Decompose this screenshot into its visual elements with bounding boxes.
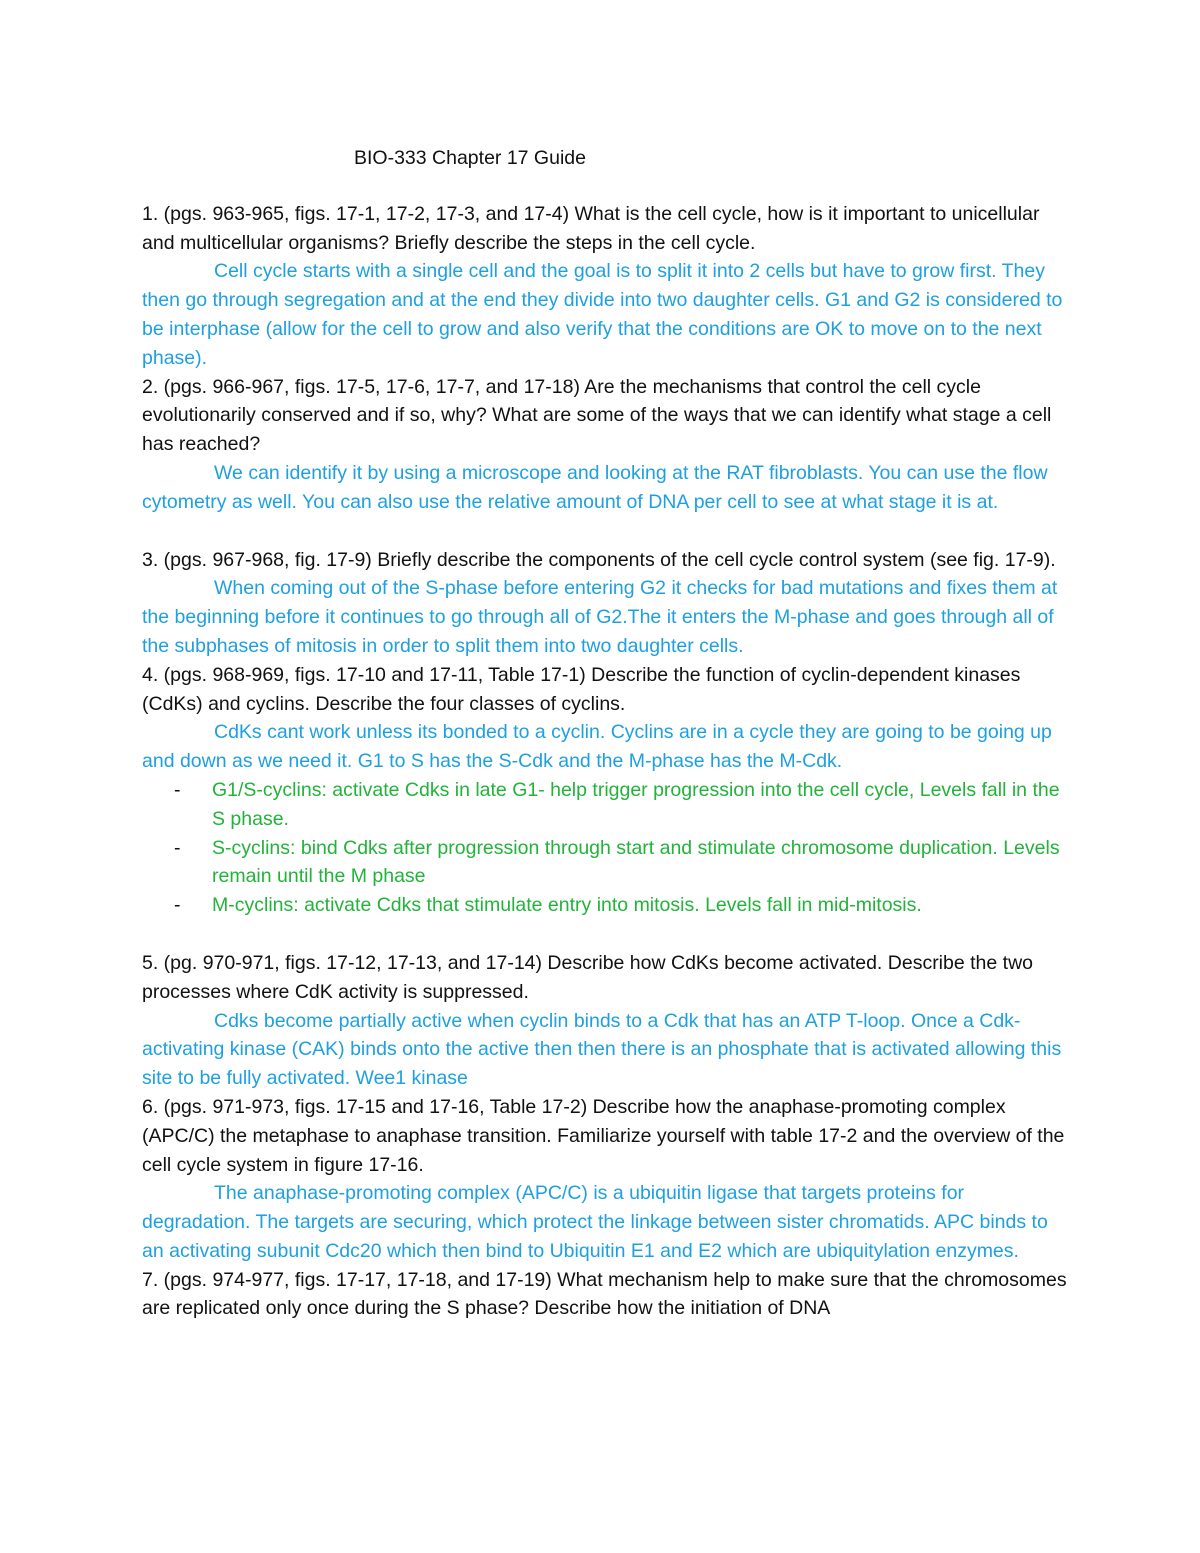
spacer [142, 517, 1072, 546]
question-1: 1. (pgs. 963-965, figs. 17-1, 17-2, 17-3, and 17-4) What is the cell cycle, how is it important to unicellular and multicellular organisms? Briefly describe the steps in the cell cycle. [142, 202, 1040, 254]
document-body [142, 144, 1072, 1323]
question-5: 5. (pg. 970-971, figs. 17-12, 17-13, and 17-14) Describe how CdKs become activated. Describe the two processes where CdK activity is suppressed. [142, 951, 1033, 1003]
answer-5-text: Cdks become partially active when cyclin binds to a Cdk that has an ATP T-loop. Once a Cdk-activating kinase (CAK) binds onto the active then then there is an phosphate that is activated allowing this site to be fully activated. Wee1 kinase [142, 1009, 1062, 1090]
answer-3 [142, 574, 1072, 660]
question-6: 6. (pgs. 971-973, figs. 17-15 and 17-16, Table 17-2) Describe how the anaphase-promoting complex (APC/C) the metaphase to anaphase transition. Familiarize yourself with table 17-2 and the overview of the cell cycle system in figure 17-16. [142, 1095, 1065, 1176]
list-item-text: S-cyclins: bind Cdks after progression through start and stimulate chromosome duplication. Levels remain until the M phase [212, 836, 1060, 888]
answer-4-text: CdKs cant work unless its bonded to a cyclin. Cyclins are in a cycle they are going to be going up and down as we need it. G1 to S has the S-Cdk and the M-phase has the M-Cdk. [142, 721, 1052, 773]
answer-2-text: We can identify it by using a microscope and looking at the RAT fibroblasts. You can use the flow cytometry as well. You can also use the relative amount of DNA per cell to see at what stage it is at. [142, 461, 1048, 513]
answer-3-text: When coming out of the S-phase before entering G2 it checks for bad mutations and fixes them at the beginning before it continues to go through all of G2.The it enters the M-phase and goes through all of the subphases of mitosis in order to split them into two daughter cells. [142, 577, 1058, 657]
cyclin-list [142, 776, 1072, 920]
bullet-dash: - [174, 778, 181, 801]
list-item-text: G1/S-cyclins: activate Cdks in late G1- help trigger progression into the cell cycle, Levels fall in the S phase. [212, 778, 1060, 830]
list-item [142, 776, 1072, 834]
list-item [142, 834, 1072, 892]
question-3: 3. (pgs. 967-968, fig. 17-9) Briefly describe the components of the cell cycle control system (see fig. 17-9). [142, 548, 1056, 571]
spacer [142, 920, 1072, 949]
bullet-dash: - [174, 836, 181, 859]
list-item-text: M-cyclins: activate Cdks that stimulate entry into mitosis. Levels fall in mid-mitosis. [212, 894, 922, 917]
question-7: 7. (pgs. 974-977, figs. 17-17, 17-18, and 17-19) What mechanism help to make sure that the chromosomes are replicated only once during the S phase? Describe how the initiation of DNA [142, 1268, 1067, 1320]
document-title: BIO-333 Chapter 17 Guide [354, 147, 586, 169]
answer-5 [142, 1007, 1072, 1093]
list-item [142, 891, 1072, 920]
answer-6 [142, 1179, 1072, 1265]
answer-1 [142, 257, 1072, 372]
answer-4 [142, 718, 1072, 776]
question-2: 2. (pgs. 966-967, figs. 17-5, 17-6, 17-7, and 17-18) Are the mechanisms that control the cell cycle evolutionarily conserved and if so, why? What are some of the ways that we can identify what stage a cell has reached? [142, 375, 1052, 456]
answer-6-text: The anaphase-promoting complex (APC/C) is a ubiquitin ligase that targets proteins for degradation. The targets are securing, which protect the linkage between sister chromatids. APC binds to an activating subunit Cdc20 which then bind to Ubiquitin E1 and E2 which are ubiquitylation enzymes. [142, 1182, 1048, 1262]
bullet-dash: - [174, 894, 181, 917]
answer-2 [142, 459, 1072, 517]
question-4: 4. (pgs. 968-969, figs. 17-10 and 17-11, Table 17-1) Describe the function of cyclin-dependent kinases (CdKs) and cyclins. Describe the four classes of cyclins. [142, 663, 1021, 715]
answer-1-text: Cell cycle starts with a single cell and the goal is to split it into 2 cells but have to grow first. They then go through segregation and at the end they divide into two daughter cells. G1 and G2 is considered to be interphase (allow for the cell to grow and also verify that the conditions are OK to move on to the next phase). [142, 260, 1063, 369]
